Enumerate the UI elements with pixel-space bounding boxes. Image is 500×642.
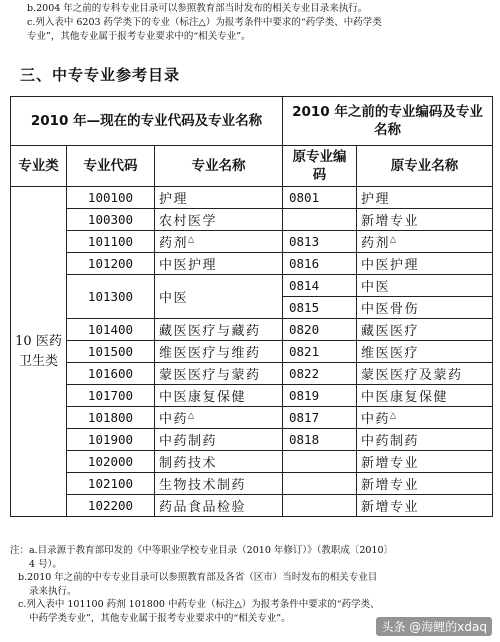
footnotes (10, 544, 492, 625)
old-name-cell: 藏医医疗 (357, 319, 493, 341)
code-cell: 102000 (67, 451, 155, 473)
name-cell: 蒙医医疗与蒙药 (155, 363, 283, 385)
code-cell: 100100 (67, 187, 155, 209)
old-code-cell: 0801 (283, 187, 357, 209)
section-title: 三、中专专业参考目录 (20, 66, 181, 84)
name-cell: 制药技术 (155, 451, 283, 473)
name-cell: 护理 (155, 187, 283, 209)
note-c-line2: 专业”，其他专业属于报考专业要求中的“相关专业”。 (27, 31, 251, 42)
old-name-cell (357, 231, 493, 253)
old-name-text: 药剂 (361, 236, 391, 251)
code-cell: 102100 (67, 473, 155, 495)
old-code-cell: 0819 (283, 385, 357, 407)
major-catalog-table (10, 96, 493, 517)
old-code-cell: 0815 (283, 297, 357, 319)
triangle-mark: △ (390, 410, 398, 420)
old-code-cell: 0813 (283, 231, 357, 253)
old-code-cell: 0816 (283, 253, 357, 275)
table-row (11, 363, 493, 385)
old-code-cell: 0820 (283, 319, 357, 341)
name-cell: 农村医学 (155, 209, 283, 231)
old-code-cell (283, 473, 357, 495)
code-cell: 101400 (67, 319, 155, 341)
footnote-a-line1: 注：a.目录源于教育部印发的《中等职业学校专业目录（2010 年修订）》（教职成〔2010〕 (10, 545, 394, 556)
old-name-cell: 新增专业 (357, 495, 493, 517)
note-b: b.2004 年之前的专科专业目录可以参照教育部当时发布的相关专业目录来执行。 (27, 3, 368, 14)
old-code-cell (283, 495, 357, 517)
name-cell: 藏医医疗与藏药 (155, 319, 283, 341)
code-cell: 101900 (67, 429, 155, 451)
table-row (11, 341, 493, 363)
old-name-cell (357, 407, 493, 429)
footnote-c-line1: c.列入表中 101100 药剂 101800 中药专业（标注△）为报考条件中要求的“药学类、 (18, 599, 380, 610)
old-code-cell: 0818 (283, 429, 357, 451)
name-cell: 中医 (155, 275, 283, 319)
code-cell: 101100 (67, 231, 155, 253)
code-cell: 101300 (67, 275, 155, 319)
name-cell (155, 407, 283, 429)
triangle-mark: △ (188, 234, 196, 244)
table-row (11, 451, 493, 473)
table-row (11, 275, 493, 297)
old-name-cell: 中医骨伤 (357, 297, 493, 319)
code-cell: 101700 (67, 385, 155, 407)
col-header-category: 专业类 (11, 146, 67, 187)
old-name-cell: 中医康复保健 (357, 385, 493, 407)
old-name-cell: 新增专业 (357, 451, 493, 473)
name-cell: 药品食品检验 (155, 495, 283, 517)
col-header-old-name: 原专业名称 (357, 146, 493, 187)
name-cell (155, 231, 283, 253)
top-notes (14, 2, 492, 44)
old-name-cell: 维医医疗 (357, 341, 493, 363)
old-name-text: 中药 (361, 412, 391, 427)
old-name-cell: 蒙医医疗及蒙药 (357, 363, 493, 385)
code-cell: 101600 (67, 363, 155, 385)
table-row (11, 319, 493, 341)
old-name-cell: 新增专业 (357, 473, 493, 495)
col-header-code: 专业代码 (67, 146, 155, 187)
note-c-line1: c.列入表中 6203 药学类下的专业（标注△）为报考条件中要求的“药学类、中药学类 (27, 17, 382, 28)
table-row (11, 407, 493, 429)
table-row (11, 495, 493, 517)
footnote-c-line2: 中药学类专业”，其他专业属于报考专业要求中的“相关专业”。 (29, 612, 291, 624)
footnote-b-line1: b.2010 年之前的中专专业目录可以参照教育部及各省（区市）当时发布的相关专业目 (18, 572, 378, 583)
table-row (11, 385, 493, 407)
table-row (11, 429, 493, 451)
old-code-cell: 0821 (283, 341, 357, 363)
category-cell: 10 医药卫生类 (11, 187, 67, 517)
old-name-cell: 护理 (357, 187, 493, 209)
name-cell: 中药制药 (155, 429, 283, 451)
name-text: 药剂 (159, 236, 189, 251)
triangle-mark: △ (390, 234, 398, 244)
footnote-a-line2: 4 号）。 (29, 558, 62, 570)
triangle-mark: △ (188, 410, 196, 420)
footnote-b-line2: 录来执行。 (29, 585, 77, 597)
header-old-codes: 2010 年之前的专业编码及专业名称 (283, 97, 493, 146)
old-code-cell (283, 209, 357, 231)
watermark: 头条 @海鲤的xdaq (376, 617, 492, 636)
table-row (11, 187, 493, 209)
code-cell: 101500 (67, 341, 155, 363)
old-name-cell: 新增专业 (357, 209, 493, 231)
code-cell: 102200 (67, 495, 155, 517)
col-header-old-code: 原专业编码 (283, 146, 357, 187)
name-cell: 生物技术制药 (155, 473, 283, 495)
old-name-cell: 中医 (357, 275, 493, 297)
old-code-cell: 0817 (283, 407, 357, 429)
code-cell: 100300 (67, 209, 155, 231)
old-code-cell: 0822 (283, 363, 357, 385)
table-row (11, 253, 493, 275)
name-cell: 维医医疗与维药 (155, 341, 283, 363)
old-code-cell (283, 451, 357, 473)
col-header-name: 专业名称 (155, 146, 283, 187)
code-cell: 101200 (67, 253, 155, 275)
table-row (11, 209, 493, 231)
name-cell: 中医康复保健 (155, 385, 283, 407)
table-row (11, 231, 493, 253)
old-name-cell: 中医护理 (357, 253, 493, 275)
name-cell: 中医护理 (155, 253, 283, 275)
old-name-cell: 中药制药 (357, 429, 493, 451)
header-new-codes: 2010 年—现在的专业代码及专业名称 (11, 97, 283, 146)
code-cell: 101800 (67, 407, 155, 429)
old-code-cell: 0814 (283, 275, 357, 297)
table-row (11, 473, 493, 495)
name-text: 中药 (159, 412, 189, 427)
